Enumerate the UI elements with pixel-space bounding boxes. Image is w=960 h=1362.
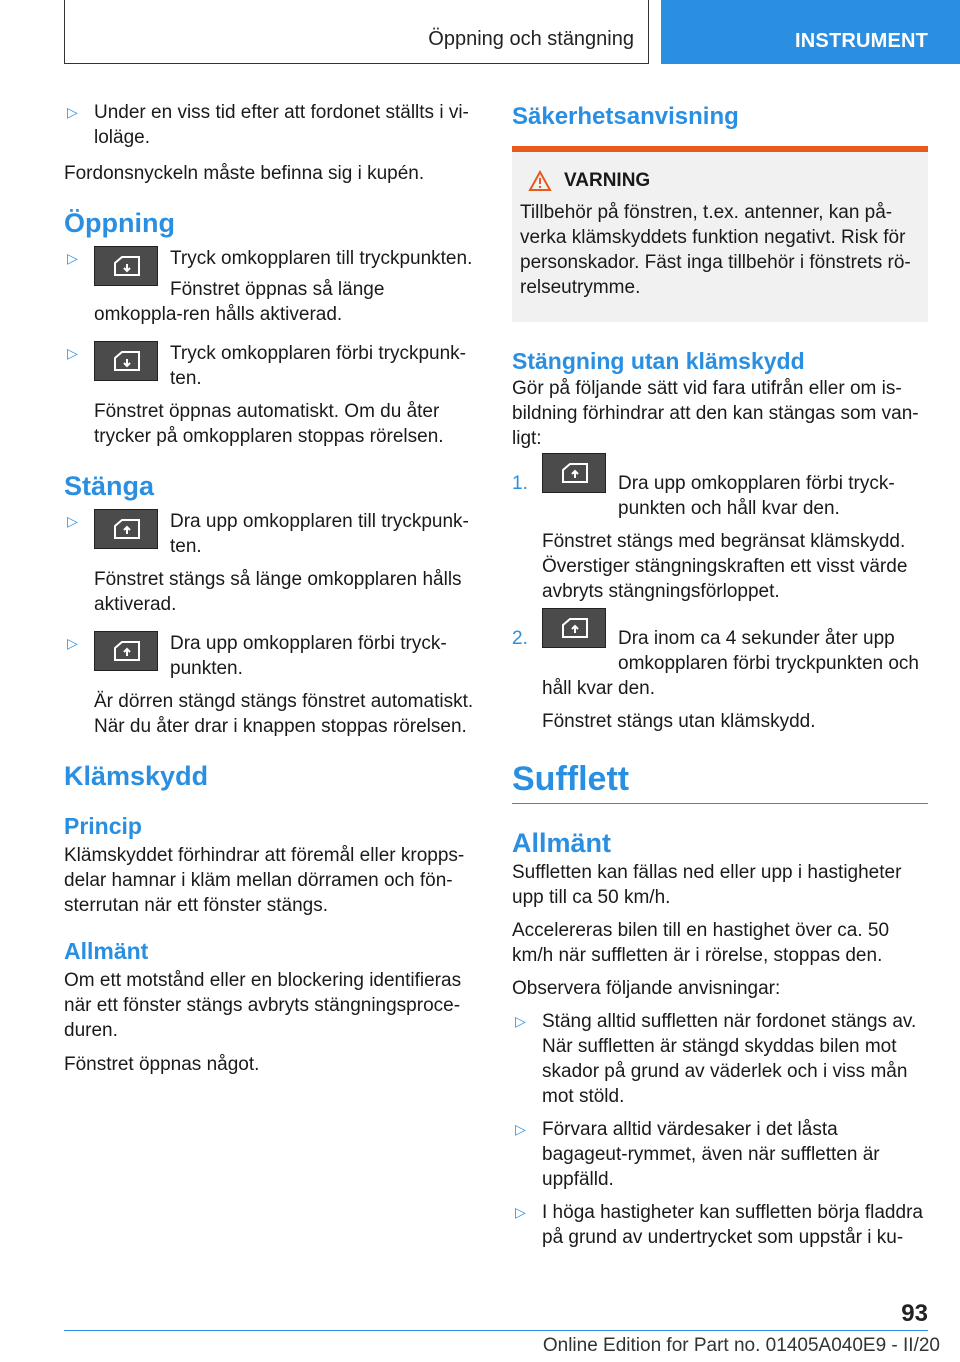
header-chapter-tab[interactable]: [661, 0, 960, 64]
warning-triangle-icon: [528, 170, 552, 192]
window-switch-icon: [542, 453, 606, 493]
page-number: 93: [901, 1300, 928, 1327]
intro-paragraph: Fordonsnyckeln måste befinna sig i kupén.: [64, 163, 425, 184]
heading-sakerhetsanvisning: Säkerhetsanvisning: [512, 103, 739, 130]
heading-stanga: Stänga: [64, 471, 155, 501]
window-switch-icon: [94, 631, 158, 671]
stanga-step-2: ▷ Dra upp omkopplaren förbi tryck-punkten. Är dörren stängd stängs fönstret automatiskt. När du åter drar i knappen stoppas rörelsen.: [67, 633, 474, 737]
heading-allmant-right: Allmänt: [512, 828, 612, 858]
window-switch-icon: [94, 509, 158, 549]
warning-text: Tillbehör på fönstren, t.ex. antenner, kan på-verka klämskyddets funktion negativt. Risk för personskador. Fäst inga tillbehör i fönstrets rö-relseutrymme.: [520, 202, 911, 298]
footer-edition[interactable]: Online Edition for Part no. 01405A040E9 - II/20: [542, 1335, 940, 1356]
sufflett-para-3: Observera följande anvisningar:: [512, 978, 781, 999]
triangle-bullet-icon: ▷: [515, 1013, 526, 1029]
sufflett-bullet-2: ▷ Förvara alltid värdesaker i det låsta bagageut-rymmet, även när suffletten är uppfälld.: [515, 1119, 880, 1190]
utan-step-2: 2. Dra inom ca 4 sekunder åter upp omkopplaren förbi tryckpunkten och håll kvar den. Fönstret stängs utan klämskydd.: [512, 626, 928, 734]
heading-oppning: Öppning: [64, 208, 175, 238]
oppning-step-1: ▷ Tryck omkopplaren till tryckpunkten. Fönstret öppnas så länge omkoppla-ren hålls aktiverad.: [67, 248, 473, 325]
princip-text: Klämskyddet förhindrar att föremål eller kropps-delar hamnar i kläm mellan dörramen och fön-sterrutan när ett fönster stängs.: [64, 845, 465, 916]
header-chapter-label: INSTRUMENT: [795, 30, 929, 52]
header-section-title: Öppning och stängning: [428, 28, 634, 50]
intro-bullet: ▷ Under en viss tid efter att fordonet ställts i vi-loläge.: [67, 102, 469, 148]
window-switch-icon: [94, 246, 158, 286]
allmant-text-left-2: Fönstret öppnas något.: [64, 1054, 260, 1075]
allmant-text-left: Om ett motstånd eller en blockering identifieras när ett fönster stängs avbryts stängningsproce-duren.: [64, 970, 462, 1041]
heading-sufflett: Sufflett: [512, 760, 928, 804]
heading-klamskydd: Klämskydd: [64, 761, 209, 791]
sufflett-bullet-3: ▷ I höga hastigheter kan suffletten börja fladdra på grund av undertrycket som uppstår i ku-: [515, 1202, 923, 1248]
oppning-step-2: ▷ Tryck omkopplaren förbi tryckpunk-ten. Fönstret öppnas automatiskt. Om du åter trycker på omkopplaren stoppas rörelsen.: [67, 343, 467, 447]
utan-step-1: 1. Dra upp omkopplaren förbi tryck-punkten och håll kvar den. Fönstret stängs med begränsat klämskydd. Överstiger stängningskraften ett visst värde avbryts stängningsförloppet.: [512, 471, 928, 604]
heading-stangning-utan-klamskydd: Stängning utan klämskydd: [512, 348, 805, 374]
warning-label: VARNING: [564, 170, 651, 191]
heading-allmant-left: Allmänt: [64, 938, 149, 964]
heading-princip: Princip: [64, 813, 142, 839]
warning-box: [512, 146, 928, 322]
utan-intro: Gör på följande sätt vid fara utifrån eller om is-bildning förhindrar att den kan stängas som van-ligt:: [512, 378, 919, 449]
window-switch-icon: [542, 608, 606, 648]
header-section-box: [64, 0, 649, 64]
triangle-bullet-icon: ▷: [515, 1204, 526, 1220]
triangle-bullet-icon: ▷: [515, 1121, 526, 1137]
right-column: [512, 100, 928, 1250]
warning-header: [520, 170, 920, 192]
triangle-bullet-icon: ▷: [67, 104, 78, 120]
sufflett-bullet-1: ▷ Stäng alltid suffletten när fordonet stängs av. När suffletten är stängd skyddas bilen mot skador på grund av väderlek och i viss mån mot stöld.: [515, 1011, 917, 1107]
footer-divider: [64, 1330, 928, 1331]
sufflett-para-2: Accelereras bilen till en hastighet över ca. 50 km/h när suffletten är i rörelse, stoppas den.: [512, 920, 890, 966]
triangle-bullet-icon: ▷: [67, 513, 78, 529]
left-column: [64, 100, 478, 1077]
triangle-bullet-icon: ▷: [67, 345, 78, 361]
window-switch-icon: [94, 341, 158, 381]
stanga-step-1: ▷ Dra upp omkopplaren till tryckpunk-ten. Fönstret stängs så länge omkopplaren hålls aktiverad.: [67, 511, 469, 615]
sufflett-para-1: Suffletten kan fällas ned eller upp i hastigheter upp till ca 50 km/h.: [512, 862, 902, 908]
triangle-bullet-icon: ▷: [67, 635, 78, 651]
triangle-bullet-icon: ▷: [67, 250, 78, 266]
